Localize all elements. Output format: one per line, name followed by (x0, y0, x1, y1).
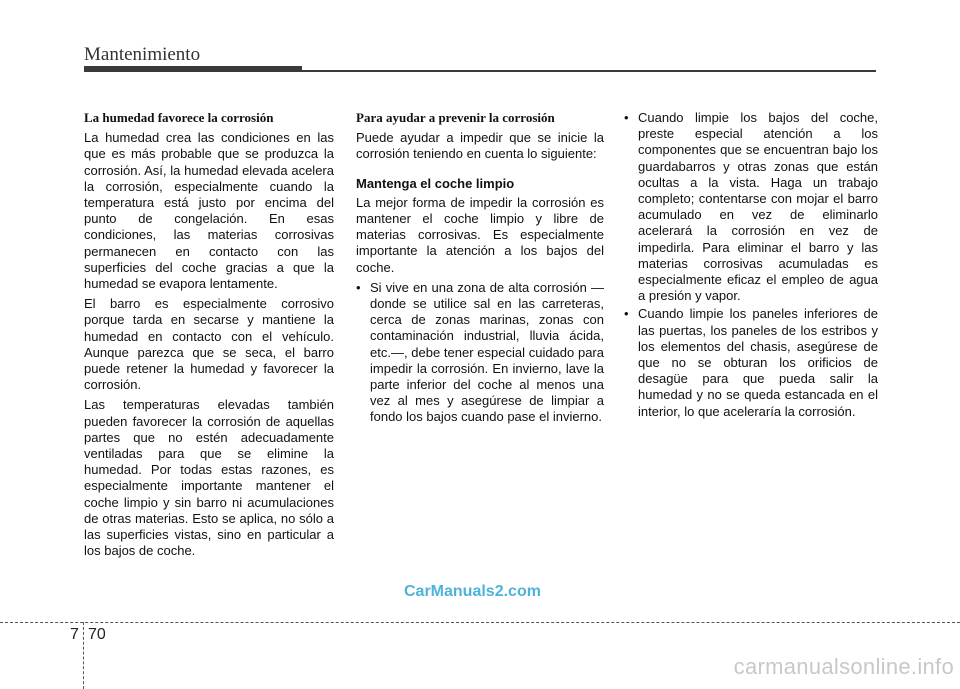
subheading-keep-clean: Mantenga el coche limpio (356, 175, 515, 191)
page-number: 70 (88, 626, 106, 643)
list-item (356, 280, 604, 426)
page-section-title: Mantenimiento (84, 44, 201, 65)
bullet-icon: • (356, 279, 361, 295)
heading-humidity: La humedad favorece la corrosión (84, 110, 274, 125)
bullet-icon: • (624, 110, 629, 125)
paragraph: Puede ayudar a impedir que se inicie la corrosión teniendo en cuenta lo siguiente: (356, 130, 604, 162)
paragraph: Las temperaturas elevadas también pueden favorecer la corrosión de aquellas partes que no estén adecuadamente ventiladas para que se elimine la humedad. Por todas estas razones, es especialmente importante mantener el coche limpio y sin barro ni acumulaciones de otras materias. Esto se aplica, no sólo a las superficies vistas, sino en particular a los bajos de coche. (84, 397, 334, 559)
paragraph: La mejor forma de impedir la corrosión es mantener el coche limpio y libre de materias corrosivas. Es especialmente importante la atención a los bajos del coche. (356, 194, 604, 275)
chapter-number: 7 (70, 626, 79, 643)
column-1 (84, 110, 334, 563)
bullet-icon: • (624, 306, 629, 322)
list-item (624, 110, 878, 304)
footer-vertical-divider (83, 622, 84, 689)
list-item-text: Cuando limpie los bajos del coche, preste especial atención a los componentes que se encuentran bajo los guardabarros y otras zonas que están ocultas a la vista. Haga un trabajo completo; contentarse con mojar el barro acumulado en vez de eliminarlo acelerará la corrosión en vez de impedirla. Para eliminar el barro y las materias corrosivas acumuladas es especialmente eficaz el empleo de agua a presión y vapor. (638, 110, 878, 304)
footer-divider (0, 622, 960, 623)
header-rule-thick (84, 66, 302, 72)
watermark-bottom[interactable]: carmanualsonline.info (733, 654, 954, 679)
list-item-text: Si vive en una zona de alta corrosión — donde se utilice sal en las carreteras, cerca de zonas marinas, zonas con contaminación industrial, lluvia ácida, etc.—, debe tener especial cuidado para impedir la corrosión. En invierno, lave la parte inferior del coche al menos una vez al mes y asegúrese de limpiar a fondo los bajos cuando pase el invierno. (370, 279, 604, 425)
paragraph: La humedad crea las condiciones en las que es más probable que se produzca la corrosión. Así, la humedad elevada acelera la corrosión, especialmente cuando la temperatura está justo por encima del punto de congelación. En esas condiciones, las materias corrosivas permanecen en contacto con las superficies del coche gracias a que la humedad se evapora lentamente. (84, 130, 334, 292)
header-rule-thin (302, 70, 876, 72)
heading-prevent-corrosion: Para ayudar a prevenir la corrosión (356, 110, 555, 125)
list-item (624, 306, 878, 419)
watermark-link[interactable]: CarManuals2.com (404, 583, 541, 600)
list-item-text: Cuando limpie los paneles inferiores de las puertas, los paneles de los estribos y los elementos del chasis, asegúrese de que no se obturan los orificios de desagüe para que pueda salir la humedad y no se queda estancada en el interior, lo que aceleraría la corrosión. (638, 306, 878, 419)
column-3 (624, 110, 878, 422)
column-2 (356, 110, 604, 428)
paragraph: El barro es especialmente corrosivo porque tarda en secarse y mantiene la humedad en contacto con el vehículo. Aunque parezca que se seca, el barro puede retener la humedad y favorecer la corrosión. (84, 296, 334, 393)
